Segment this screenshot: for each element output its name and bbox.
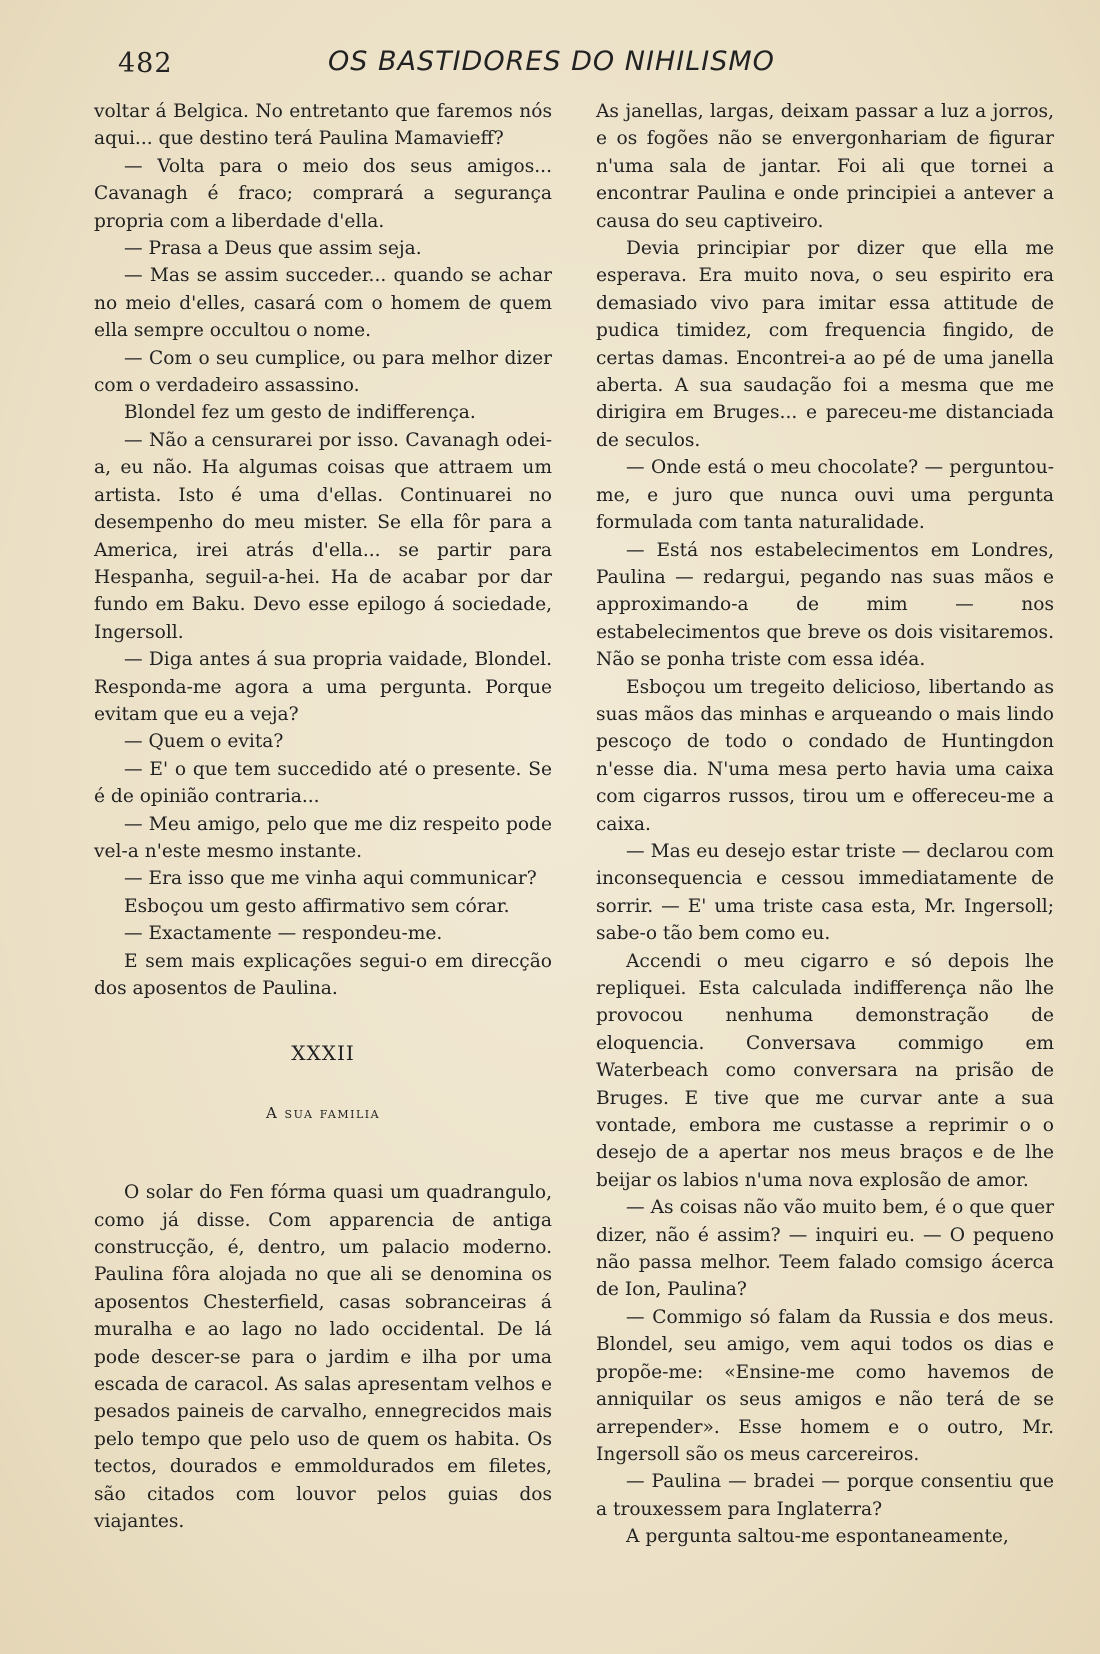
- paragraph: — Com o seu cumplice, ou para melhor dizer com o verdadeiro assassino.: [94, 347, 552, 397]
- paragraph: — Está nos estabelecimentos em Londres, Paulina — redargui, pegando nas suas mãos e approximando-a de mim — nos estabelecimentos que breve os dois visitaremos. Não se ponha triste com essa idéa.: [596, 539, 1054, 671]
- right-column: [596, 98, 1054, 1551]
- chapter-number: XXXII: [291, 1041, 355, 1066]
- paragraph: voltar á Belgica. No entretanto que faremos nós aqui... que destino terá Paulina Mamavieff?: [94, 101, 552, 150]
- paragraph: — Onde está o meu chocolate? — perguntou-me, e juro que nunca ouvi uma pergunta formulada com tanta naturalidade.: [596, 457, 1054, 534]
- paragraph: — Paulina — bradei — porque consentiu que a trouxessem para Inglaterra?: [596, 1471, 1054, 1520]
- paragraph: — Não a censurarei por isso. Cavanagh odei-a, eu não. Ha algumas coisas que attraem um artista. Isto é uma d'ellas. Continuarei no desempenho do meu mister. Se ella fôr para a America, irei atrás d'ella... se partir para Hespanha, seguil-a-hei. Ha de acabar por dar fundo em Baku. Devo esse epilogo á sociedade, Ingersoll.: [94, 429, 552, 643]
- paragraph: — Mas eu desejo estar triste — declarou com inconsequencia e cessou immediatamente de sorrir. — E' uma triste casa esta, Mr. Ingersoll; sabe-o tão bem como eu.: [596, 840, 1054, 945]
- paragraph: Accendi o meu cigarro e só depois lhe repliquei. Esta calculada indifferença não lhe provocou nenhuma demonstração de eloquencia. Conversava commigo em Waterbeach como conversara na prisão de Bruges. E tive que me curvar ante a sua vontade, embora me custasse a reprimir o o desejo de a apertar nos meus braços e de lhe beijar os labios n'uma nova explosão de amor.: [596, 950, 1054, 1191]
- paragraph: — Mas se assim succeder... quando se achar no meio d'elles, casará com o homem de quem ella sempre occultou o nome.: [94, 265, 552, 342]
- paragraph: — Era isso que me vinha aqui communicar?: [124, 868, 537, 890]
- paragraph: O solar do Fen fórma quasi um quadrangulo, como já disse. Com apparencia de antiga construcção, é, dentro, um palacio moderno. Paulina fôra alojada no que ali se denomina os aposentos Chesterfield, casas sobranceiras á muralha e ao lago no lado occidental. De lá pode descer-se para o jardim e ilha por uma escada de caracol. As salas apresentam velhos e pesados paineis de carvalho, ennegrecidos mais pelo tempo que pelo uso de quem os habita. Os tectos, dourados e emmoldurados em filetes, são citados com louvor pelos guias dos viajantes.: [94, 1182, 552, 1533]
- paragraph: — Commigo só falam da Russia e dos meus. Blondel, seu amigo, vem aqui todos os dias e propõe-me: «Ensine-me como havemos de anniquilar os seus amigos e não terá de se arrepender». Esse homem e o outro, Mr. Ingersoll são os meus carcereiros.: [596, 1306, 1054, 1465]
- paragraph: — Exactamente — respondeu-me.: [124, 923, 443, 945]
- paragraph: — Meu amigo, pelo que me diz respeito pode vel-a n'este mesmo instante.: [94, 813, 552, 862]
- paragraph: — Quem o evita?: [124, 731, 284, 753]
- paragraph: Esboçou um gesto affirmativo sem córar.: [124, 895, 510, 917]
- paragraph: — E' o que tem succedido até o presente. Se é de opinião contraria...: [94, 758, 552, 808]
- paragraph: — Volta para o meio dos seus amigos... Cavanagh é fraco; comprará a segurança propria com a liberdade d'ella.: [94, 155, 552, 232]
- paragraph: — Diga antes á sua propria vaidade, Blondel. Responda-me agora a uma pergunta. Porque evitam que eu a veja?: [94, 649, 552, 725]
- paragraph: A pergunta saltou-me espontaneamente,: [626, 1526, 1009, 1548]
- running-title: OS BASTIDORES DO NIHILISMO: [328, 46, 775, 77]
- paragraph: Devia principiar por dizer que ella me esperava. Era muito nova, o seu espirito era demasiado vivo para imitar essa attitude de pudica timidez, com frequencia fingido, de certas damas. Encontrei-a ao pé de uma janella aberta. A sua saudação foi a mesma que me dirigira em Bruges... e pareceu-me distanciada de seculos.: [596, 238, 1054, 451]
- chapter-title: A sua familia: [265, 1103, 381, 1122]
- page-header: [118, 44, 1048, 84]
- paragraph: Blondel fez um gesto de indifferença.: [124, 402, 476, 424]
- paragraph: — Prasa a Deus que assim seja.: [124, 238, 422, 260]
- paragraph: — As coisas não vão muito bem, é o que quer dizer, não é assim? — inquiri eu. — O pequeno não passa melhor. Teem falado comsigo ácerca de Ion, Paulina?: [596, 1197, 1054, 1301]
- paragraph: Esboçou um tregeito delicioso, libertando as suas mãos das minhas e arqueando o mais lindo pescoço de todo o condado de Huntingdon n'esse dia. N'uma mesa perto havia uma caixa com cigarros russos, tirou um e offereceu-me a caixa.: [596, 676, 1054, 835]
- paragraph: E sem mais explicações segui-o em direcção dos aposentos de Paulina.: [94, 950, 552, 999]
- left-column: [94, 98, 552, 1536]
- paragraph: As janellas, largas, deixam passar a luz a jorros, e os fogões não se envergonhariam de figurar n'uma sala de jantar. Foi ali que tornei a encontrar Paulina e onde principiei a antever a causa do seu captiveiro.: [596, 101, 1054, 232]
- page-number: 482: [118, 48, 173, 79]
